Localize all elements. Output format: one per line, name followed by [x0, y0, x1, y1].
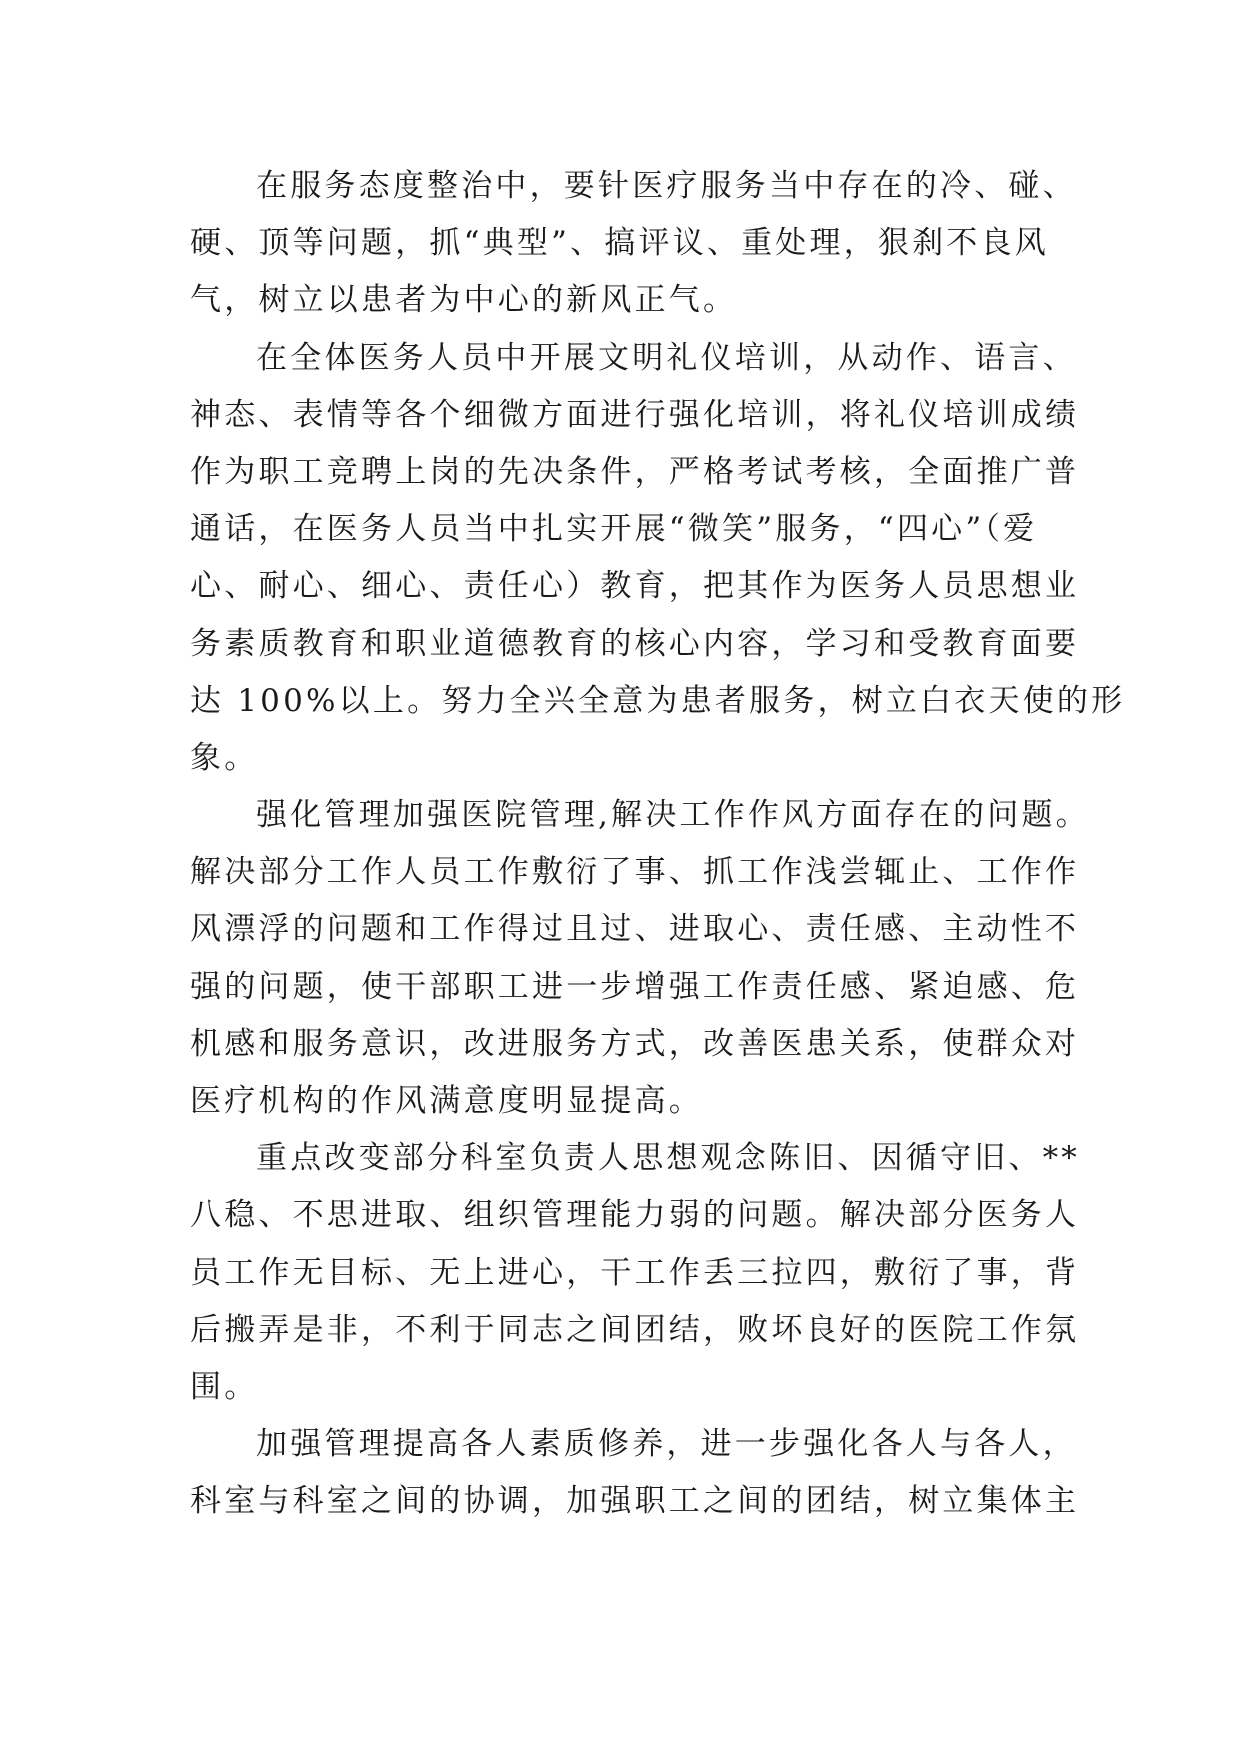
text-line: 后搬弄是非，不利于同志之间团结，败坏良好的医院工作氛 — [190, 1311, 1080, 1348]
text-line: 硬、顶等问题，抓“典型”、搞评议、重处理，狠刹不良风 — [190, 225, 1049, 262]
text-line: 解决部分工作人员工作敷衍了事、抓工作浅尝辄止、工作作 — [190, 854, 1080, 891]
text-line: 在全体医务人员中开展文明礼仪培训，从动作、语言、 — [256, 339, 1077, 376]
paragraph — [190, 330, 1126, 788]
text-line: 风漂浮的问题和工作得过且过、进取心、责任感、主动性不 — [190, 911, 1080, 948]
text-line: 重点改变部分科室负责人思想观念陈旧、因循守旧、** — [256, 1140, 1080, 1177]
paragraph — [190, 787, 1090, 1130]
text-line: 员工作无目标、无上进心，干工作丢三拉四，敷衍了事，背 — [190, 1254, 1080, 1291]
text-line: 围。 — [190, 1368, 259, 1405]
text-line: 通话，在医务人员当中扎实开展“微笑”服务，“四心”（爱 — [190, 511, 1038, 548]
text-line: 气，树立以患者为中心的新风正气。 — [190, 282, 738, 319]
text-line: 务素质教育和职业道德教育的核心内容，学习和受教育面要 — [190, 625, 1080, 662]
text-line: 强化管理加强医院管理,解决工作作风方面存在的问题。 — [256, 797, 1090, 834]
text-line: 在服务态度整治中，要针医疗服务当中存在的冷、碰、 — [256, 168, 1077, 204]
text-line: 科室与科室之间的协调，加强职工之间的团结，树立集体主 — [190, 1483, 1080, 1520]
text-line: 神态、表情等各个细微方面进行强化培训，将礼仪培训成绩 — [190, 396, 1080, 433]
document-body — [190, 158, 1126, 1531]
text-line: 象。 — [190, 739, 259, 776]
text-line: 医疗机构的作风满意度明显提高。 — [190, 1083, 703, 1119]
text-line: 机感和服务意识，改进服务方式，改善医患关系，使群众对 — [190, 1025, 1080, 1062]
text-line: 心、耐心、细心、责任心）教育，把其作为医务人员思想业 — [190, 568, 1080, 605]
text-line: 强的问题，使干部职工进一步增强工作责任感、紧迫感、危 — [190, 968, 1080, 1005]
text-line: 达 100%以上。努力全兴全意为患者服务，树立白衣天使的形 — [190, 682, 1126, 719]
text-line: 八稳、不思进取、组织管理能力弱的问题。解决部分医务人 — [190, 1197, 1080, 1234]
text-line: 加强管理提高各人素质修养，进一步强化各人与各人， — [256, 1426, 1077, 1463]
text-line: 作为职工竞聘上岗的先决条件，严格考试考核，全面推广普 — [190, 453, 1080, 490]
paragraph — [190, 1416, 1080, 1530]
paragraph — [190, 1130, 1080, 1416]
paragraph — [190, 158, 1077, 330]
